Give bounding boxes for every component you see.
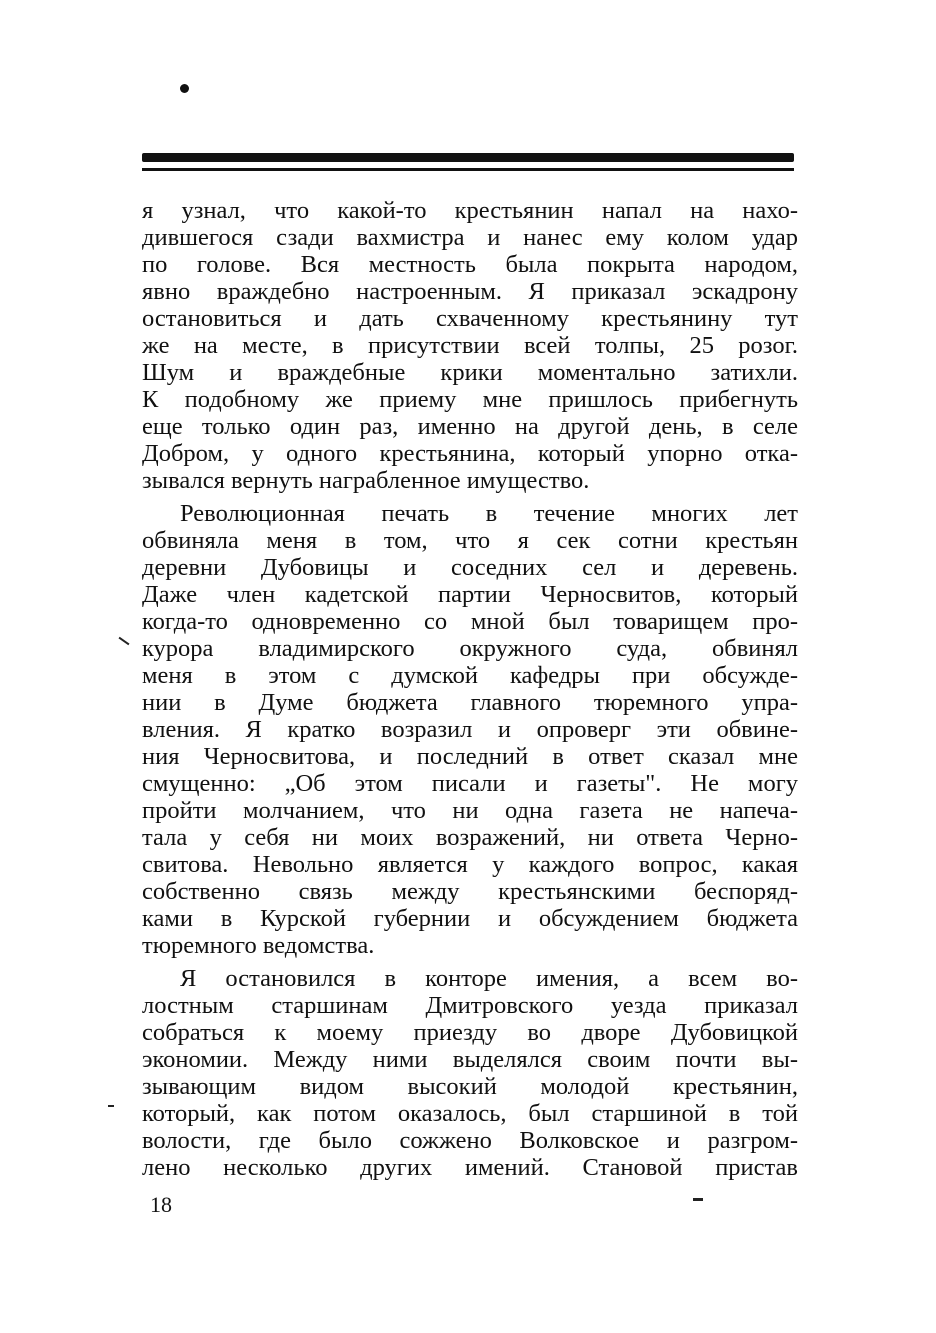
header-rule-thick [142,153,794,162]
text-line: Добром, у одного крестьянина, который упорно отка- [142,440,798,467]
text-line: же на месте, в присутствии всей толпы, 25 розог. [142,332,798,359]
body-text [142,197,798,1181]
text-line: по голове. Вся местность была покрыта народом, [142,251,798,278]
text-line: нии в Думе бюджета главного тюремного упра- [142,689,798,716]
text-line: меня в этом с думской кафедры при обсужде- [142,662,798,689]
text-line: явно враждебно настроенным. Я приказал эскадрону [142,278,798,305]
text-line: дившегося сзади вахмистра и нанес ему колом удар [142,224,798,251]
paragraph-2 [142,500,798,959]
paragraph-3 [142,965,798,1181]
text-line: тюремного ведомства. [142,932,375,959]
text-line: я узнал, что какой-то крестьянин напал на нахо- [142,197,798,224]
text-line: Даже член кадетской партии Черносвитов, который [142,581,798,608]
text-line: волости, где было сожжено Волковское и разгром- [142,1127,798,1154]
text-line: вления. Я кратко возразил и опроверг эти обвине- [142,716,798,743]
text-line: собраться к моему приезду во дворе Дубовицкой [142,1019,798,1046]
scan-speck [693,1198,703,1201]
scan-speck [108,1105,114,1107]
text-line: остановиться и дать схваченному крестьянину тут [142,305,798,332]
text-line: тала у себя ни моих возражений, ни ответа Черно- [142,824,798,851]
page-dot-mark [180,84,189,93]
text-line: Революционная печать в течение многих лет [180,500,798,527]
text-line: обвиняла меня в том, что я сек сотни крестьян [142,527,798,554]
paragraph-1 [142,197,798,494]
text-line: Я остановился в конторе имения, а всем во- [180,965,798,992]
text-line: который, как потом оказалось, был старшиной в той [142,1100,798,1127]
text-line: свитова. Невольно является у каждого вопрос, какая [142,851,798,878]
text-line: К подобному же приему мне пришлось прибегнуть [142,386,798,413]
text-line: экономии. Между ними выделялся своим почти вы- [142,1046,798,1073]
text-line: ния Черносвитова, и последний в ответ сказал мне [142,743,798,770]
text-line: деревни Дубовицы и соседних сел и деревень. [142,554,798,581]
text-line: когда-то одновременно со мной был товарищем про- [142,608,798,635]
text-line: собственно связь между крестьянскими беспоряд- [142,878,798,905]
text-line: Шум и враждебные крики моментально затихли. [142,359,798,386]
page-number: 18 [150,1192,172,1217]
text-line: ками в Курской губернии и обсуждением бюджета [142,905,798,932]
text-line: зывающим видом высокий молодой крестьянин, [142,1073,798,1100]
text-line: еще только один раз, именно на другой день, в селе [142,413,798,440]
scan-speck [119,637,130,646]
text-line: пройти молчанием, что ни одна газета не напеча- [142,797,798,824]
text-line: лено несколько других имений. Становой пристав [142,1154,798,1181]
text-line: смущенно: „Об этом писали и газеты". Не могу [142,770,798,797]
text-line: зывался вернуть награбленное имущество. [142,467,590,494]
text-line: лостным старшинам Дмитровского уезда приказал [142,992,798,1019]
header-rule-thin [142,168,794,171]
text-line: курора владимирского окружного суда, обвинял [142,635,798,662]
